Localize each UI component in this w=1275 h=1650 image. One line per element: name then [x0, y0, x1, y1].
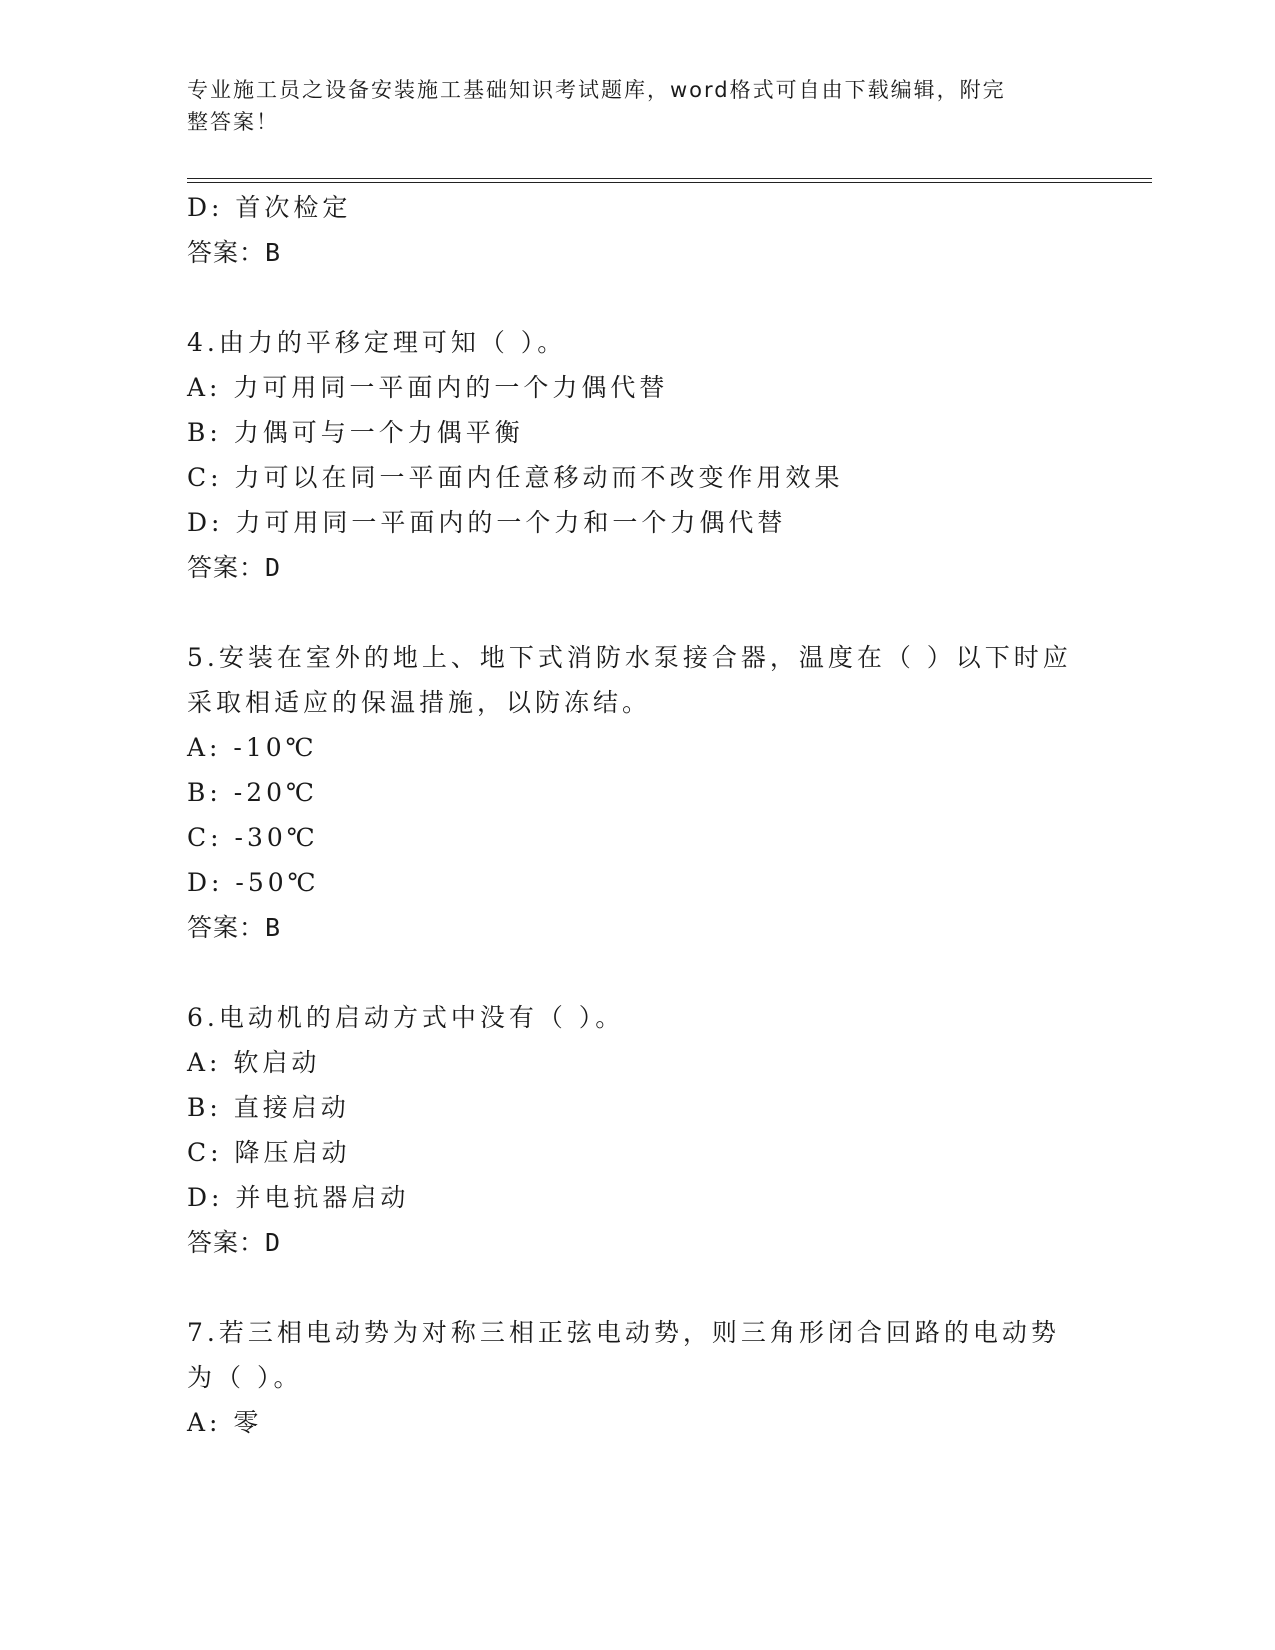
header-title-line-2: 整答案！ — [187, 110, 279, 134]
answer-label: 答案： — [187, 913, 266, 942]
q4-option-d: D: 力可用同一平面内的一个力和一个力偶代替 — [187, 508, 787, 537]
answer-label: 答案： — [187, 1228, 266, 1257]
q6-option-c: C: 降压启动 — [187, 1138, 351, 1167]
q6-option-d: D: 并电抗器启动 — [187, 1183, 410, 1212]
q6-stem: 6.电动机的启动方式中没有（ ）。 — [187, 1003, 625, 1032]
header-title-line-1: 专业施工员之设备安装施工基础知识考试题库，word格式可自由下载编辑，附完 — [187, 78, 1006, 102]
q4-stem: 4.由力的平移定理可知（ ）。 — [187, 328, 567, 357]
answer-label: 答案： — [187, 238, 266, 267]
q7-stem-line-2: 为（ ）。 — [187, 1363, 303, 1392]
q3-answer — [187, 238, 281, 268]
q3-option-d: D: 首次检定 — [187, 193, 352, 222]
q4-answer — [187, 553, 281, 583]
q7-option-a: A: 零 — [187, 1408, 263, 1437]
answer-value: D — [265, 1228, 282, 1257]
q4-option-b: B: 力偶可与一个力偶平衡 — [187, 418, 524, 447]
header-divider — [187, 178, 1152, 183]
q6-option-a: A: 软启动 — [187, 1048, 321, 1077]
q4-option-c: C: 力可以在同一平面内任意移动而不改变作用效果 — [187, 463, 844, 492]
document-header — [187, 74, 1067, 138]
q5-stem-line-1: 5.安装在室外的地上、地下式消防水泵接合器，温度在（ ）以下时应 — [187, 643, 1072, 672]
q5-option-d: D: -50℃ — [187, 868, 320, 897]
q4-option-a: A: 力可用同一平面内的一个力偶代替 — [187, 373, 669, 402]
q5-option-c: C: -30℃ — [187, 823, 319, 852]
q7-stem-line-1: 7.若三相电动势为对称三相正弦电动势，则三角形闭合回路的电动势 — [187, 1318, 1060, 1347]
q5-option-a: A: -10℃ — [187, 733, 318, 762]
answer-value: D — [265, 553, 282, 582]
q6-option-b: B: 直接启动 — [187, 1093, 350, 1122]
q5-option-b: B: -20℃ — [187, 778, 318, 807]
q5-stem-line-2: 采取相适应的保温措施，以防冻结。 — [187, 688, 652, 717]
answer-value: B — [265, 913, 282, 942]
answer-label: 答案： — [187, 553, 266, 582]
q5-answer — [187, 913, 281, 943]
answer-value: B — [265, 238, 282, 267]
q6-answer — [187, 1228, 281, 1258]
